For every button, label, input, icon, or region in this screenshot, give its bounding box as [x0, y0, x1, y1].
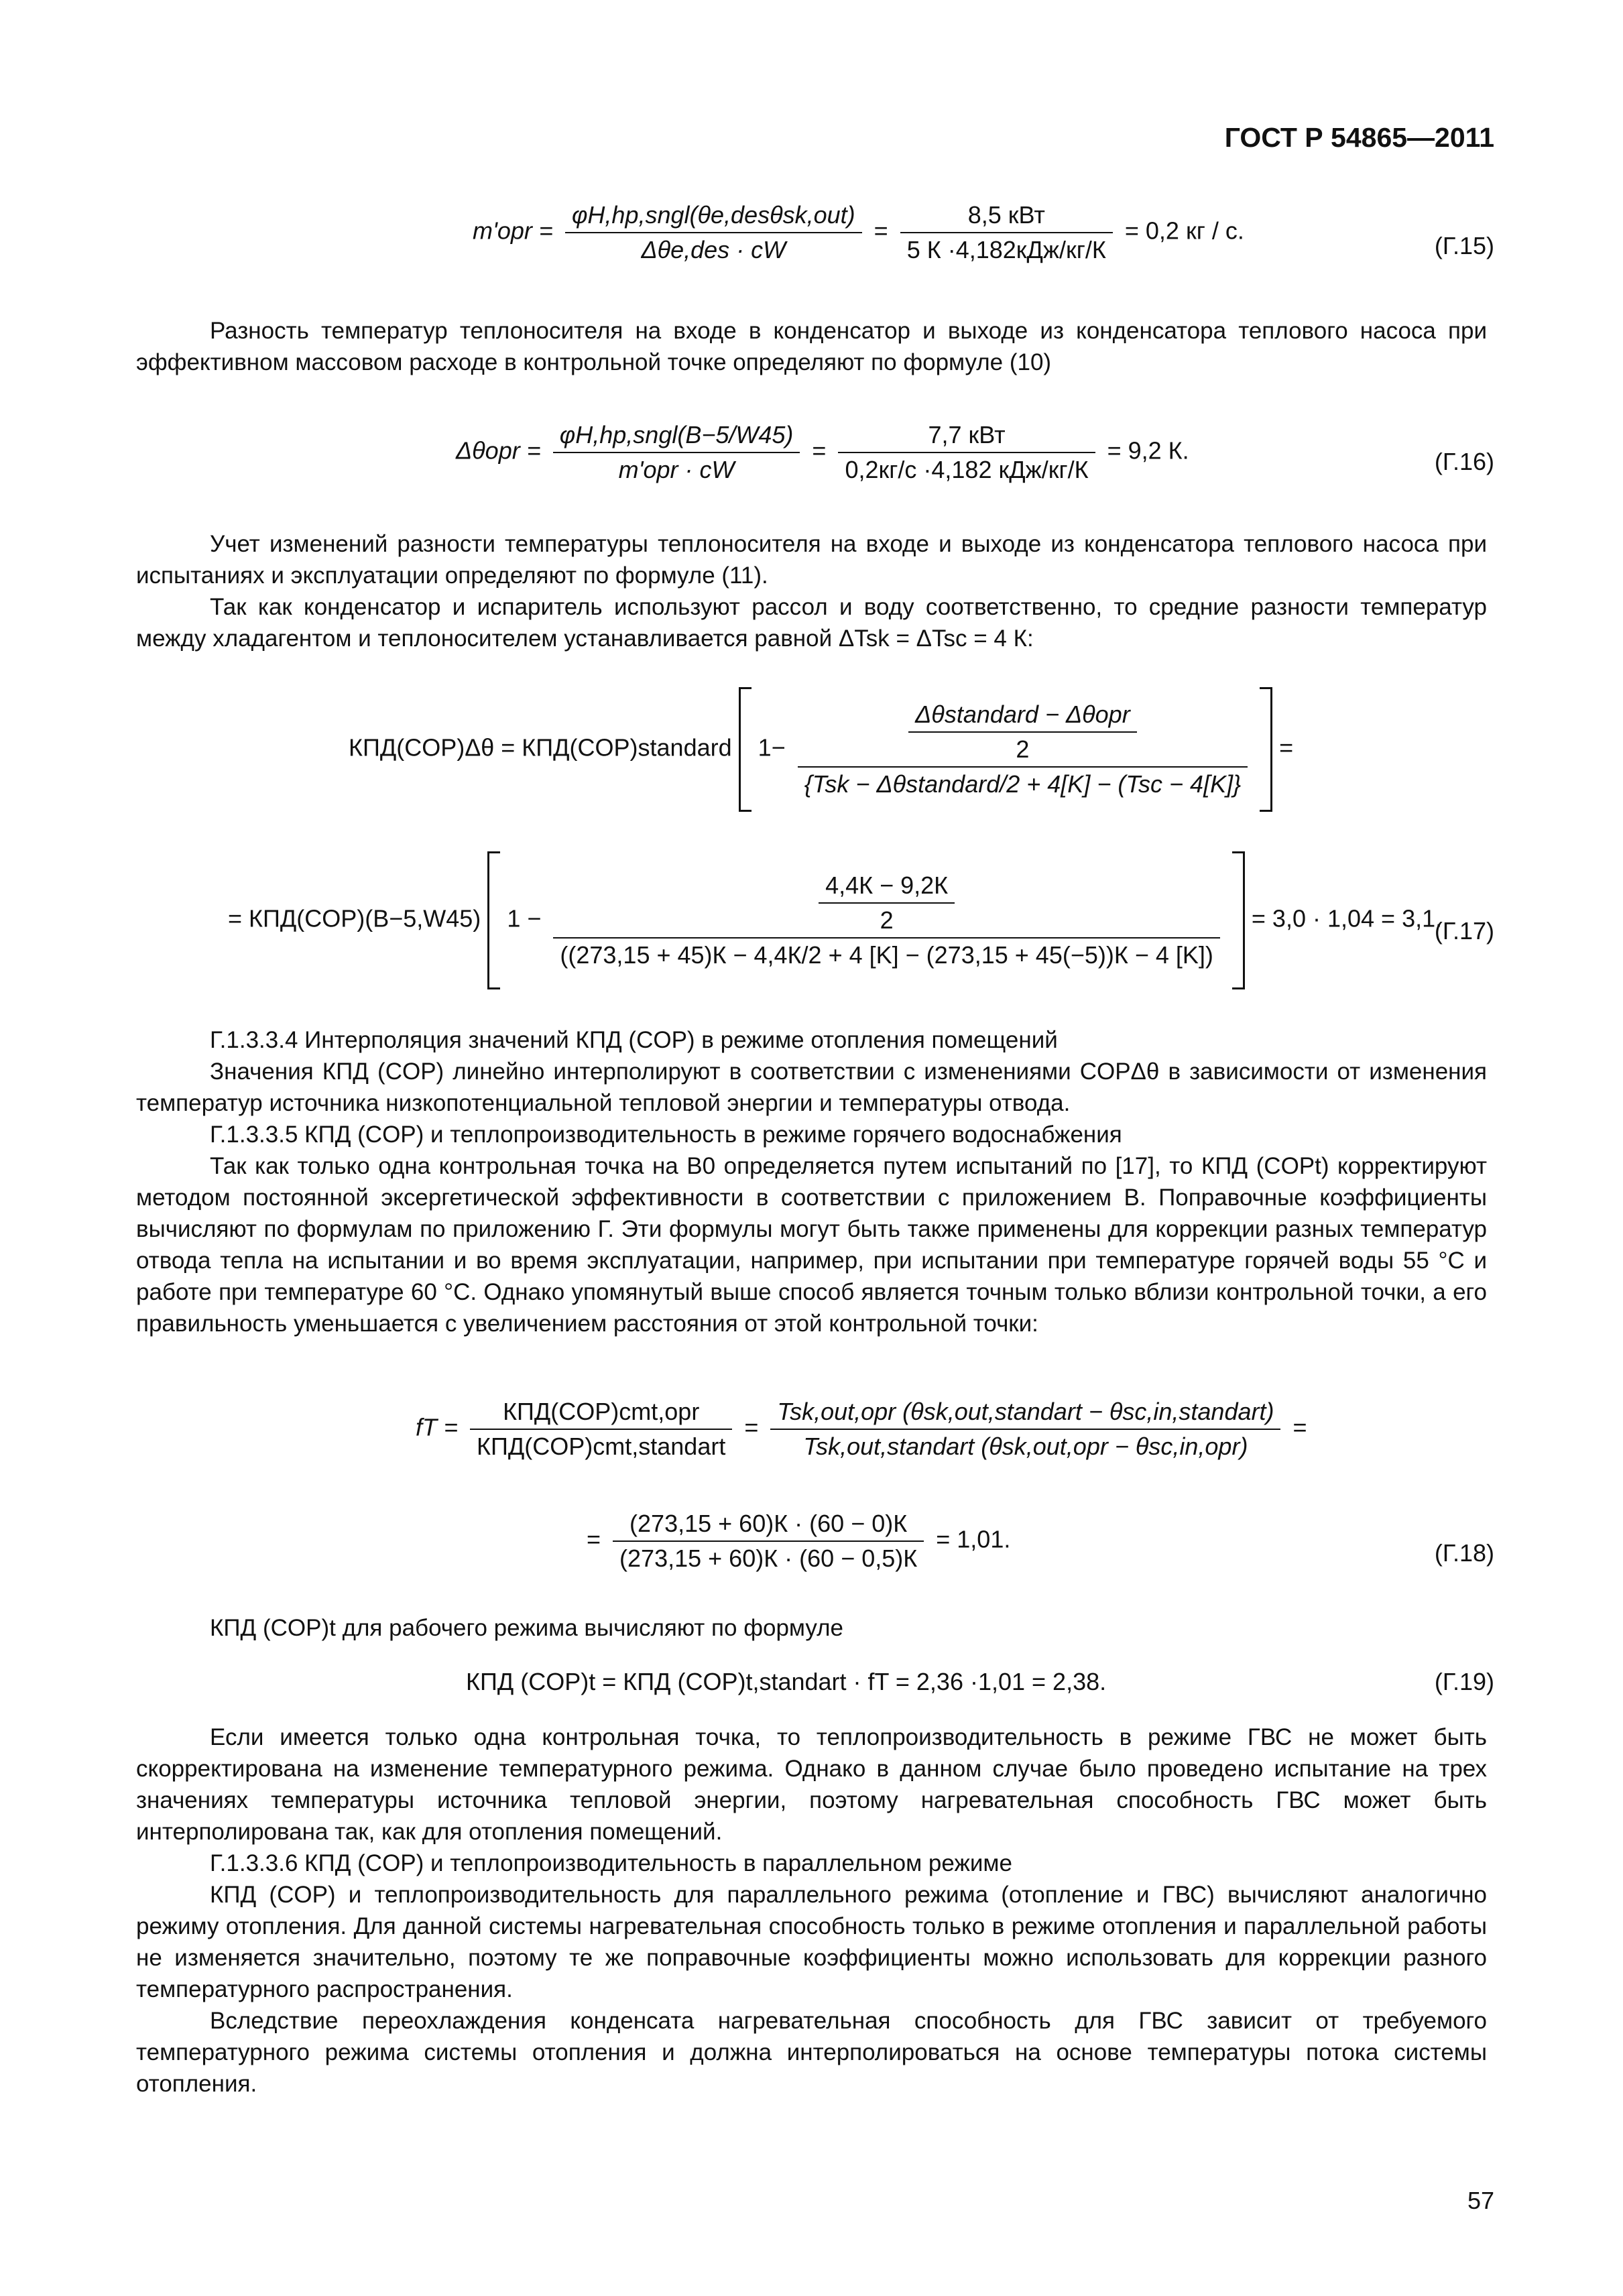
paragraph-1: Разность температур теплоносителя на входе в конденсатор и выходе из конденсатора теплового насоса при эффективном массовом расходе в контрольной точке определяют по формуле (10)	[136, 318, 1487, 375]
eq18-number: (Г.18)	[1434, 1539, 1494, 1567]
eq17a-tail: =	[1279, 733, 1294, 762]
eq15-num-sym: φH,hp,sngl(θe,desθsk,out)	[565, 201, 862, 233]
eq18a-fraction-1	[470, 1398, 732, 1461]
eq17b-one: 1 −	[507, 904, 542, 932]
eq16-num-sym: φH,hp,sngl(B−5/W45)	[553, 421, 800, 453]
eq17-number: (Г.17)	[1434, 917, 1494, 945]
eq17a-inner-fraction	[908, 701, 1137, 764]
eq15-result: = 0,2 кг / с.	[1124, 217, 1244, 245]
eq18a-lhs: fT =	[416, 1413, 459, 1441]
eq17b-den: ((273,15 + 45)К − 4,4К/2 + 4 [K] − (273,15 + 45(−5))К − 4 [K])	[560, 941, 1213, 969]
eq16-number: (Г.16)	[1434, 448, 1494, 475]
equation-g16: Δθopr = $\frac{\text{φH,hp,sngl(B−5/W45)}}{\text{m'opr · cW}}$ = $\frac{\text{7,7 кВт}}{\text{0,2кг/с ·4,182 кДж/кг/К}}$ = 9,2 К.	[456, 421, 1189, 483]
eq16-num-val: 7,7 кВт	[838, 421, 1095, 453]
eq16-den-sym: m'opr · cW	[618, 456, 735, 483]
eq15-fraction-symbolic	[565, 201, 862, 264]
eq18a-f1-den: КПД(COP)cmt,standart	[477, 1433, 726, 1460]
eq18a-f2-den: Tsk,out,standart (θsk,out,opr − θsc,in,opr)	[803, 1433, 1248, 1460]
equation-g15: m'opr = $\frac{\text{φH,hp,sngl(θe,desθsk,out)}}{\text{Δθe,des · cW}}$ = $\frac{\text{8,5 кВт}}{\text{5 К ·4,182кДж/кг/К}}$ = 0,2 кг / с.	[473, 201, 1244, 263]
eq17a-one: 1−	[758, 733, 786, 762]
eq15-lhs: m'opr =	[473, 217, 553, 245]
eq18b-den: (273,15 + 60)К · (60 − 0,5)К	[619, 1545, 918, 1572]
eq17a-num-top: Δθstandard − Δθopr	[908, 701, 1137, 733]
eq17a-fraction	[798, 701, 1248, 798]
eq18a-f1-num: КПД(COP)cmt,opr	[470, 1398, 732, 1430]
eq15-num-val: 8,5 кВт	[900, 201, 1113, 233]
eq15-den-sym: Δθe,des · cW	[641, 236, 786, 263]
paragraph-3: Г.1.3.3.4 Интерполяция значений КПД (COP) в режиме отопления помещений Значения КПД (COP) линейно интерполируют в соответствии с изменениями COPΔθ в зависимости от изменения температур источника низкопотенциальной тепловой энергии и температуры отвода. Г.1.3.3.5 КПД (COP) и теплопроизводительность в режиме горячего водоснабжения Так как только одна контрольная точка на В0 определяется путем испытаний по [17], то КПД (COPt) корректируют методом постоянной эксергетической эффективности в соответствии с приложением В. Поправочные коэффициенты вычисляют по формулам по приложению Г. Эти формулы могут быть также применены для коррекции разных температур отвода тепла на испытании и во время эксплуатации, например, при испытании при температуре горячей воды 55 °С и работе при температуре 60 °С. Однако упомянутый выше способ является точным только вблизи контрольной точки, а его правильность уменьшается с увеличением расстояния от этой контрольной точки:	[136, 1027, 1487, 1337]
eq17b-result: = 3,0 · 1,04 = 3,1.	[1251, 904, 1443, 932]
eq18a-tail: =	[1293, 1413, 1307, 1441]
eq15-number: (Г.15)	[1434, 232, 1494, 259]
equation-g18-line1: fT = $\frac{\text{КПД(COP)cmt,opr}}{\text{КПД(COP)cmt,standart}}$ = $\frac{\text{Tsk,out,opr (θsk,out,standart − θsc,in,standart)}}{\text{Tsk,out,standart (θsk,out,opr − θsc,in,opr)}}$ =	[416, 1398, 1307, 1460]
eq17b-fraction	[553, 871, 1219, 969]
eq18b-fraction	[613, 1510, 924, 1573]
eq17a-lhs: КПД(COP)Δθ = КПД(COP)standard	[349, 733, 732, 762]
eq16-fraction-symbolic	[553, 421, 800, 484]
paragraph-5: Если имеется только одна контрольная точка, то теплопроизводительность в режиме ГВС не может быть скорректирована на изменение температурного режима. Однако в данном случае было проведено испытание на трех значениях температуры источника тепловой энергии, поэтому нагревательная способность ГВС может быть интерполирована так, как для отопления помещений. Г.1.3.3.6 КПД (COP) и теплопроизводительность в параллельном режиме КПД (COP) и теплопроизводительность для параллельного режима (отопление и ГВС) вычисляют аналогично режиму отопления. Для данной системы нагревательная способность только в режиме отопления и параллельной работы не изменяется значительно, поэтому те же поправочные коэффициенты можно использовать для коррекции разного температурного распространения. Вследствие переохлаждения конденсата нагревательная способность для ГВС зависит от требуемого температурного режима системы отопления и должна интерполироваться на основе температуры потока системы отопления.	[136, 1724, 1487, 2097]
eq15-fraction-values	[900, 201, 1113, 264]
paragraph-2: Учет изменений разности температуры теплоносителя на входе и выходе из конденсатора теплового насоса при испытаниях и эксплуатации определяют по формуле (11). Так как конденсатор и испаритель используют рассол и воду соответственно, то средние разности температур между хладагентом и теплоносителем устанавливается равной ΔTsk = ΔTsc = 4 К:	[136, 531, 1487, 652]
eq17b-left-bracket	[487, 851, 500, 989]
eq19-text: КПД (COP)t = КПД (COP)t,standart · fT = 2,36 ·1,01 = 2,38.	[466, 1668, 1107, 1695]
eq17b-right-bracket	[1232, 851, 1245, 989]
equation-g18-line2: = $\frac{(273,15 + 60)К \cdot (60 - 0)К}{(273,15 + 60)К \cdot (60 - 0,5)К}$ = 1,01.	[587, 1510, 1011, 1572]
eq18a-fraction-2	[770, 1398, 1280, 1461]
eq16-fraction-values	[838, 421, 1095, 484]
eq17b-num-top: 4,4К − 9,2К	[819, 871, 955, 904]
eq17a-left-bracket	[739, 687, 752, 812]
eq17b-inner-fraction	[819, 871, 955, 934]
eq17b-num-bot: 2	[880, 906, 894, 934]
eq16-den-val: 0,2кг/с ·4,182 кДж/кг/К	[845, 456, 1089, 483]
equation-g19	[466, 1668, 1106, 1696]
eq17a-den: {Tsk − Δθstandard/2 + 4[K] − (Tsc − 4[K]}	[804, 770, 1242, 798]
eq15-den-val: 5 К ·4,182кДж/кг/К	[906, 236, 1106, 263]
equation-g17-line2	[228, 851, 1442, 989]
eq18b-result: = 1,01.	[936, 1525, 1011, 1553]
paragraph-4: КПД (COP)t для рабочего режима вычисляют по формуле	[210, 1615, 843, 1641]
eq18b-num: (273,15 + 60)К · (60 − 0)К	[613, 1510, 924, 1542]
equation-g17-line1	[349, 687, 1293, 812]
eq19-number: (Г.19)	[1434, 1668, 1494, 1695]
eq16-result: = 9,2 К.	[1107, 436, 1189, 465]
eq17a-right-bracket	[1260, 687, 1272, 812]
eq17a-num-bot: 2	[1016, 735, 1030, 763]
eq17b-lhs: = КПД(COP)(B−5,W45)	[228, 904, 481, 932]
eq18a-f2-num: Tsk,out,opr (θsk,out,standart − θsc,in,standart)	[770, 1398, 1280, 1430]
standard-designation: ГОСТ Р 54865—2011	[1224, 122, 1494, 153]
page-number: 57	[1467, 2187, 1494, 2214]
eq16-lhs: Δθopr =	[456, 436, 541, 465]
